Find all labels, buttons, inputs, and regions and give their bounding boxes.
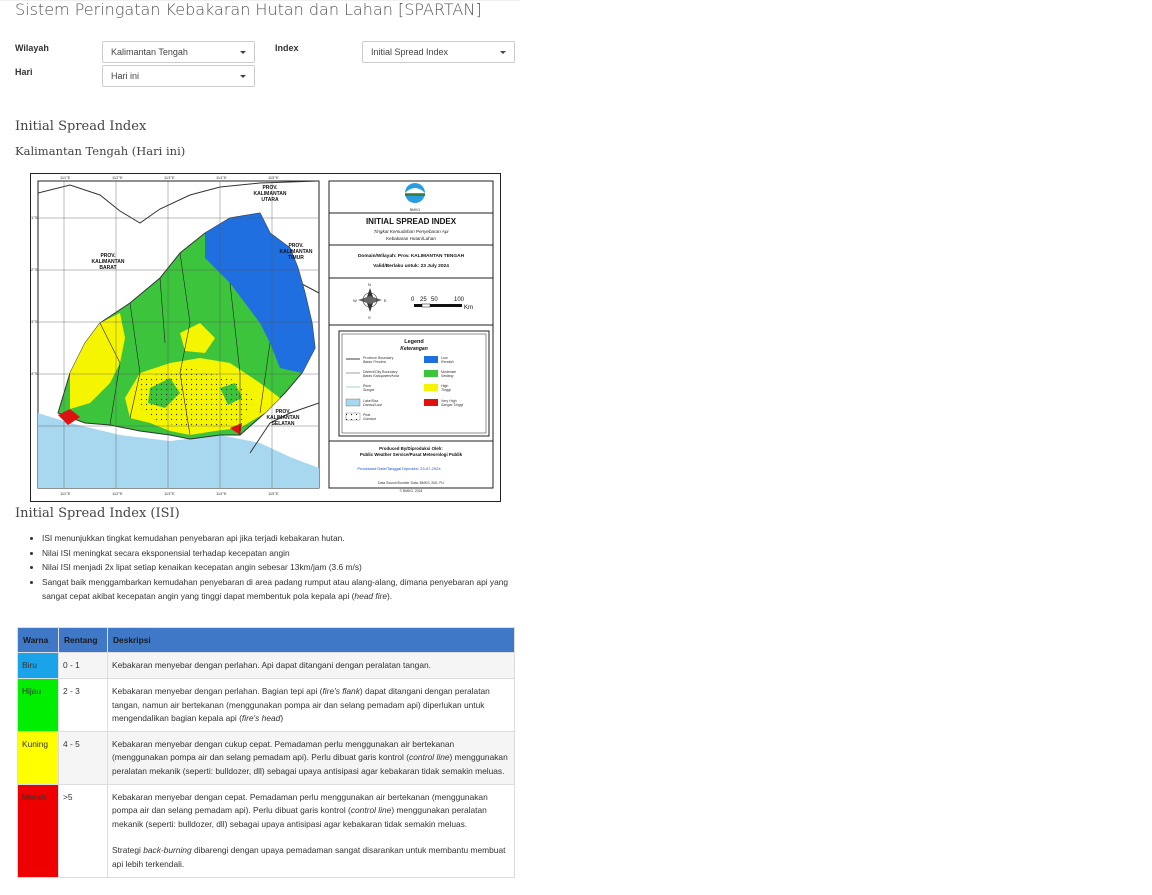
produced-agency: Public Weather Service/Pusat Meteorologi Publik xyxy=(359,452,463,457)
desc-cell xyxy=(108,679,515,732)
desc-cell: Kebakaran menyebar dengan perlahan. Api dapat ditangani dengan peralatan tangan. xyxy=(108,653,515,679)
wilayah-label: Wilayah xyxy=(15,43,49,53)
legend-item: Batas Kabupaten/Kota xyxy=(363,374,399,378)
note-emphasis: head fire xyxy=(354,591,388,602)
scale-label: 50 xyxy=(431,297,438,303)
prov-label: UTARA xyxy=(261,197,279,203)
page-title: Sistem Peringatan Kebakaran Hutan dan Lahan [SPARTAN] xyxy=(15,0,482,19)
scale-label: 100 xyxy=(454,297,465,303)
list-item xyxy=(42,575,522,604)
range-cell: 2 - 3 xyxy=(59,679,108,732)
desc-text: Kebakaran menyebar dengan perlahan. Bagian tepi api ( xyxy=(112,686,323,697)
desc-emphasis: control line xyxy=(350,805,392,816)
legend-swatch-high xyxy=(424,384,438,391)
note-text: ). xyxy=(387,591,393,602)
lat-tick: 2°S xyxy=(31,267,38,272)
isi-notes-list xyxy=(28,531,522,604)
legend-item: Peat xyxy=(363,413,371,417)
prov-label: SELATAN xyxy=(271,421,295,427)
prov-label: KALIMANTAN xyxy=(266,415,300,421)
map-subtitle: Tingkat Kemudahan Penyebaran Api xyxy=(373,229,449,234)
index-select[interactable] xyxy=(362,41,515,63)
legend-item: Very High xyxy=(441,399,457,403)
legend-item: Sangat Tinggi xyxy=(441,403,464,407)
header-deskripsi: Deskripsi xyxy=(108,628,515,653)
range-cell: 4 - 5 xyxy=(59,732,108,785)
legend-item: District/City Boundary xyxy=(363,370,398,374)
isi-title: Initial Spread Index (ISI) xyxy=(15,506,180,521)
region-title: Kalimantan Tengah (Hari ini) xyxy=(15,144,186,158)
lat-tick: 4°S xyxy=(31,371,38,376)
bmkg-logo-icon xyxy=(405,183,425,203)
prov-label: PROV. xyxy=(275,409,291,415)
legend-item: Danau/Laut xyxy=(363,403,382,407)
legend-item: Rendah xyxy=(441,360,454,364)
header-rentang: Rentang xyxy=(59,628,108,653)
lat-tick: 3°S xyxy=(31,319,38,324)
note-text: Sangat baik menggambarkan kemudahan penyebaran di area padang rumput atau alang-alang, dimana penyebaran api yang sangat cepat akibat kecepatan angin yang tinggi dapat membentuk pola kepala api ( xyxy=(42,576,509,602)
scale-label: 0 xyxy=(411,297,415,303)
chevron-down-icon xyxy=(500,51,506,54)
color-cell-biru: Biru xyxy=(18,653,59,679)
isi-legend-table xyxy=(17,627,515,878)
desc-emphasis: fire's head xyxy=(241,712,281,723)
desc-cell xyxy=(108,785,515,878)
lon-tick: 112°E xyxy=(112,491,123,496)
list-item: • Nilai ISI menjadi 2x lipat setiap kenaikan kecepatan angin sebesar 13km/jam (3.6 m/s) xyxy=(42,560,522,575)
compass-e: E xyxy=(384,298,387,303)
color-cell-hijau: Hijau xyxy=(18,679,59,732)
prov-label: KALIMANTAN xyxy=(91,259,125,265)
desc-text: ) menggunakan peralatan mekanik (seperti: bulldozer, dll) sebagai upaya antisipasi agar kebakaran tidak semakin meluas. xyxy=(112,752,508,776)
map-subtitle: Kebakaran Hutan/Lahan xyxy=(386,236,436,241)
scale-label: 25 xyxy=(420,297,427,303)
chevron-down-icon xyxy=(240,51,246,54)
legend-item: Province Boundary xyxy=(363,356,394,360)
prov-label: PROV. xyxy=(288,243,304,249)
hari-select[interactable] xyxy=(102,65,255,87)
lon-tick: 113°E xyxy=(164,491,175,496)
color-cell-kuning: Kuning xyxy=(18,732,59,785)
map-valid: Valid/Berlaku untuk: 23 July 2024 xyxy=(373,264,449,269)
desc-text: Strategi xyxy=(112,845,144,856)
section-title: Initial Spread Index xyxy=(15,119,147,134)
desc-text: dibarengi dengan upaya pemadaman sangat disarankan untuk membantu membuat api lebih terkendali. xyxy=(112,845,506,869)
index-select-value: Initial Spread Index xyxy=(371,47,449,57)
table-row xyxy=(18,785,515,878)
lon-tick: 115°E xyxy=(268,175,279,180)
legend-swatch-moderate xyxy=(424,370,438,377)
legend-item: Batas Provinsi xyxy=(363,360,386,364)
lon-tick: 114°E xyxy=(216,491,227,496)
copyright: © BMKG, 2024 xyxy=(399,489,423,493)
lon-tick: 113°E xyxy=(164,175,175,180)
legend-item: High xyxy=(441,384,449,388)
legend-subtitle: Keterangan xyxy=(400,346,428,352)
legend-title: Legend xyxy=(404,339,424,345)
prov-label: KALIMANTAN xyxy=(253,191,287,197)
map-title: INITIAL SPREAD INDEX xyxy=(365,217,457,226)
desc-emphasis: back-burning xyxy=(143,845,192,856)
isi-map-image xyxy=(30,173,501,502)
data-source: Data Source/Sumber Data: BMKG, BIG, PU xyxy=(378,481,444,485)
table-header-row xyxy=(18,628,515,653)
legend-item: Low xyxy=(441,356,448,360)
desc-text: ) menggunakan peralatan mekanik (seperti: bulldozer, dll) sebagai upaya antisipasi agar kebakaran tidak semakin meluas. xyxy=(112,805,487,829)
scale-unit: Km xyxy=(464,305,473,311)
agency-label: BMKG xyxy=(409,208,421,212)
legend-item: Sungai xyxy=(363,388,375,392)
wilayah-select[interactable] xyxy=(102,41,255,63)
prov-label: KALIMANTAN xyxy=(279,249,313,255)
prov-label: PROV. xyxy=(262,185,278,191)
legend-item: Gambut xyxy=(363,417,376,421)
hari-select-value: Hari ini xyxy=(111,71,140,81)
lon-tick: 114°E xyxy=(216,175,227,180)
desc-emphasis: control line xyxy=(409,752,450,763)
compass-s: S xyxy=(368,315,371,320)
legend-item: Tinggi xyxy=(441,388,451,392)
compass-n: N xyxy=(368,282,371,287)
legend-swatch-low xyxy=(424,356,438,363)
header-warna: Warna xyxy=(18,628,59,653)
desc-emphasis: fire's flank xyxy=(322,686,360,697)
list-item: • Nilai ISI meningkat secara eksponensial terhadap kecepatan angin xyxy=(42,546,522,561)
produced-by: Produced By/Diproduksi Oleh: xyxy=(379,446,443,451)
legend-item: River xyxy=(363,384,372,388)
wilayah-select-value: Kalimantan Tengah xyxy=(111,47,188,57)
desc-text: ) xyxy=(280,712,284,723)
legend-item: Lake/Sea xyxy=(363,399,379,403)
processed-date: Processed Date/Tanggal Diproses: 23-07-2024 xyxy=(357,466,441,471)
prov-label: PROV. xyxy=(100,253,116,259)
desc-cell xyxy=(108,732,515,785)
prov-label: BARAT xyxy=(99,265,117,271)
legend-item: Sedang xyxy=(441,374,454,378)
range-cell: 0 - 1 xyxy=(59,653,108,679)
desc-text: Kebakaran menyebar dengan cepat. Pemadaman perlu menggunakan air bertekanan (menggunakan pompa air dan selang pemadam api). Perlu dibuat garis kontrol ( xyxy=(112,792,488,816)
lon-tick: 111°E xyxy=(60,491,71,496)
scale-bar xyxy=(414,304,462,307)
index-label: Index xyxy=(275,43,299,53)
lon-tick: 111°E xyxy=(60,175,71,180)
compass-w: W xyxy=(353,298,357,303)
legend-swatch-veryhigh xyxy=(424,399,438,406)
range-cell: >5 xyxy=(59,785,108,878)
table-row xyxy=(18,679,515,732)
legend-item: Moderate xyxy=(441,370,457,374)
desc-text: Kebakaran menyebar dengan cukup cepat. Pemadaman perlu menggunakan air bertekanan (menggunakan pompa air dan selang pemadam api). Perlu dibuat garis kontrol ( xyxy=(112,739,455,763)
list-item: • ISI menunjukkan tingkat kemudahan penyebaran api jika terjadi kebakaran hutan. xyxy=(42,531,522,546)
desc-text: ) dapat ditangani dengan peralatan tangan, namun air bertekanan (menggunakan pompa air dan selang pemadam api) diperlukan untuk mengendalikan bagian kepala api ( xyxy=(112,686,490,723)
table-row xyxy=(18,653,515,679)
table-row xyxy=(18,732,515,785)
map-domain: Domain/Wilayah: Prov. KALIMANTAN TENGAH xyxy=(357,254,465,259)
chevron-down-icon xyxy=(240,75,246,78)
color-cell-merah: Merah xyxy=(18,785,59,878)
lat-tick: 1°S xyxy=(31,215,38,220)
lon-tick: 115°E xyxy=(268,491,279,496)
prov-label: TIMUR xyxy=(288,255,304,261)
hari-label: Hari xyxy=(15,67,33,77)
lon-tick: 112°E xyxy=(112,175,123,180)
